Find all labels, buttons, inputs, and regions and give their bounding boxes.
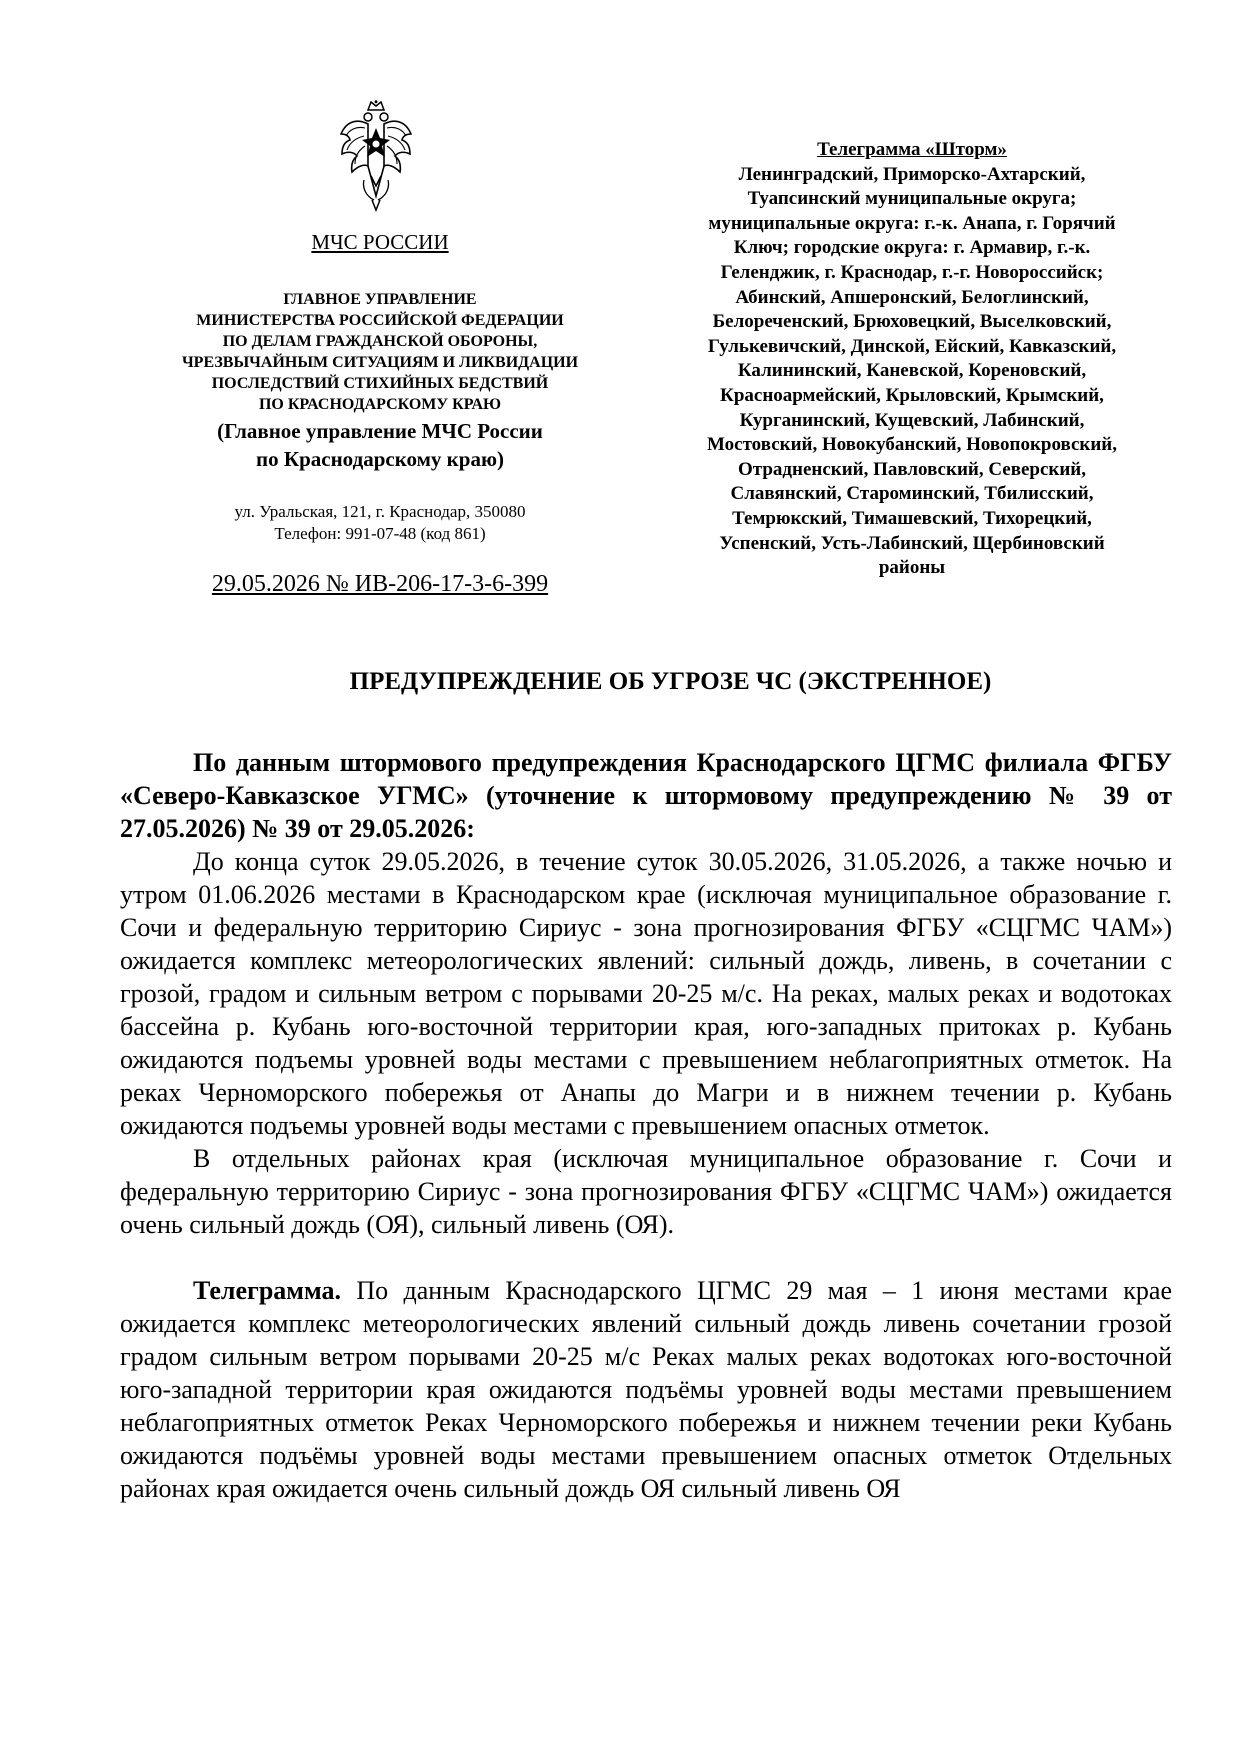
hazard-paragraph: В отдельных районах края (исключая муниципальное образование г. Сочи и федеральную территорию Сириус - зона прогнозирования ФГБУ «СЦГМС ЧАМ») ожидается очень сильный дождь (ОЯ), сильный ливень (ОЯ).	[120, 1144, 1172, 1239]
phone: Телефон: 991-07-48 (код 861)	[274, 524, 486, 543]
contact-info	[130, 501, 630, 545]
recipient-line: районы	[878, 557, 946, 579]
recipient-line: Ленинградский, Приморско-Ахтарский,	[738, 163, 1086, 185]
recipient-line: Калининский, Каневской, Кореновский,	[737, 360, 1087, 382]
org-full-line: ПО КРАСНОДАРСКОМУ КРАЮ	[258, 396, 502, 413]
emchs-emblem-icon	[338, 100, 414, 212]
recipient-line: Абинский, Апшеронский, Белоглинский,	[735, 286, 1089, 308]
org-abbrev-line: (Главное управление МЧС России	[217, 419, 543, 443]
org-abbrev-name	[130, 417, 630, 473]
sender-block	[130, 232, 630, 598]
telegram-title: Телеграмма «Шторм»	[817, 139, 1007, 160]
recipient-line: Мостовский, Новокубанский, Новопокровский,	[706, 434, 1118, 456]
recipient-line: Белореченский, Брюховецкий, Выселковский,	[712, 311, 1112, 333]
forecast-paragraph: До конца суток 29.05.2026, в течение суток 30.05.2026, 31.05.2026, а также ночью и утром 01.06.2026 местами в Краснодарском крае (исключая муниципальное образование г. Сочи и федеральную территорию Сириус - зона прогнозирования ФГБУ «СЦГМС ЧАМ») ожидается комплекс метеорологических явлений: сильный дождь, ливень, в сочетании с грозой, градом и сильным ветром с порывами 20-25 м/с. На реках, малых реках и водотоках бассейна р. Кубань юго-восточной территории края, юго-западных притоках р. Кубань ожидаются подъемы уровней воды местами с превышением неблагоприятных отметок. На реках Черноморского побережья от Анапы до Магри и в нижнем течении р. Кубань ожидаются подъемы уровней воды местами с превышением опасных отметок.	[120, 847, 1172, 1140]
org-full-line: ПОСЛЕДСТВИЙ СТИХИЙНЫХ БЕДСТВИЙ	[211, 375, 549, 392]
address: ул. Уральская, 121, г. Краснодар, 350080	[234, 502, 526, 521]
recipient-line: муниципальные округа: г.-к. Анапа, г. Горячий	[708, 212, 1116, 234]
telegram-paragraph	[120, 1274, 1172, 1505]
recipient-line: Темрюкский, Тимашевский, Тихорецкий,	[732, 507, 1092, 529]
org-full-line: МИНИСТЕРСТВА РОССИЙСКОЙ ФЕДЕРАЦИИ	[196, 312, 564, 329]
recipient-line: Туапсинский муниципальные округа;	[747, 188, 1077, 210]
recipient-line: Успенский, Усть-Лабинский, Щербиновский	[719, 532, 1105, 554]
document-heading: ПРЕДУПРЕЖДЕНИЕ ОБ УГРОЗЕ ЧС (ЭКСТРЕННОЕ)	[349, 668, 992, 695]
recipient-line: Геленджик, г. Краснодар, г.-г. Новороссийск;	[720, 261, 1104, 283]
org-abbrev-line: по Краснодарскому краю)	[256, 447, 504, 471]
recipient-line: Гулькевичский, Динской, Ейский, Кавказский,	[707, 335, 1117, 357]
org-short-name: МЧС РОССИИ	[311, 230, 449, 254]
org-full-line: ПО ДЕЛАМ ГРАЖДАНСКОЙ ОБОРОНЫ,	[222, 333, 538, 350]
org-full-name	[130, 289, 630, 415]
document-body	[120, 746, 1172, 1505]
recipient-line: Ключ; городские округа: г. Армавир, г.-к.	[733, 237, 1091, 259]
recipient-line: Славянский, Староминский, Тбилисский,	[730, 483, 1094, 505]
org-full-line: ЧРЕЗВЫЧАЙНЫМ СИТУАЦИЯМ И ЛИКВИДАЦИИ	[181, 354, 579, 371]
recipient-line: Красноармейский, Крыловский, Крымский,	[720, 384, 1104, 406]
document-number: 29.05.2026 № ИВ-206-17-3-6-399	[211, 571, 549, 597]
recipients-block	[662, 138, 1162, 581]
spacer	[120, 1241, 1172, 1274]
org-full-line: ГЛАВНОЕ УПРАВЛЕНИЕ	[283, 291, 477, 308]
telegram-label: Телеграмма.	[193, 1276, 342, 1305]
telegram-text: По данным Краснодарского ЦГМС 29 мая – 1 июня местами крае ожидается комплекс метеорологических явлений сильный дождь ливень сочетании грозой градом сильным ветром порывами 20-25 м/с Реках малых реках водотоках юго-восточной юго-западной территории края ожидаются подъёмы уровней воды местами превышением неблагоприятных отметок Реках Черноморского побережья и нижнем течении реки Кубань ожидаются подъёмы уровней воды местами превышением опасных отметок Отдельных районах края ожидается очень сильный дождь ОЯ сильный ливень ОЯ	[120, 1276, 1172, 1503]
intro-paragraph: По данным штормового предупреждения Краснодарского ЦГМС филиала ФГБУ «Северо-Кавказское УГМС» (уточнение к штормовому предупреждению № 39 от 27.05.2026) № 39 от 29.05.2026:	[120, 748, 1172, 843]
recipient-line: Курганинский, Кущевский, Лабинский,	[739, 409, 1085, 431]
recipient-line: Отрадненский, Павловский, Северский,	[737, 458, 1087, 480]
